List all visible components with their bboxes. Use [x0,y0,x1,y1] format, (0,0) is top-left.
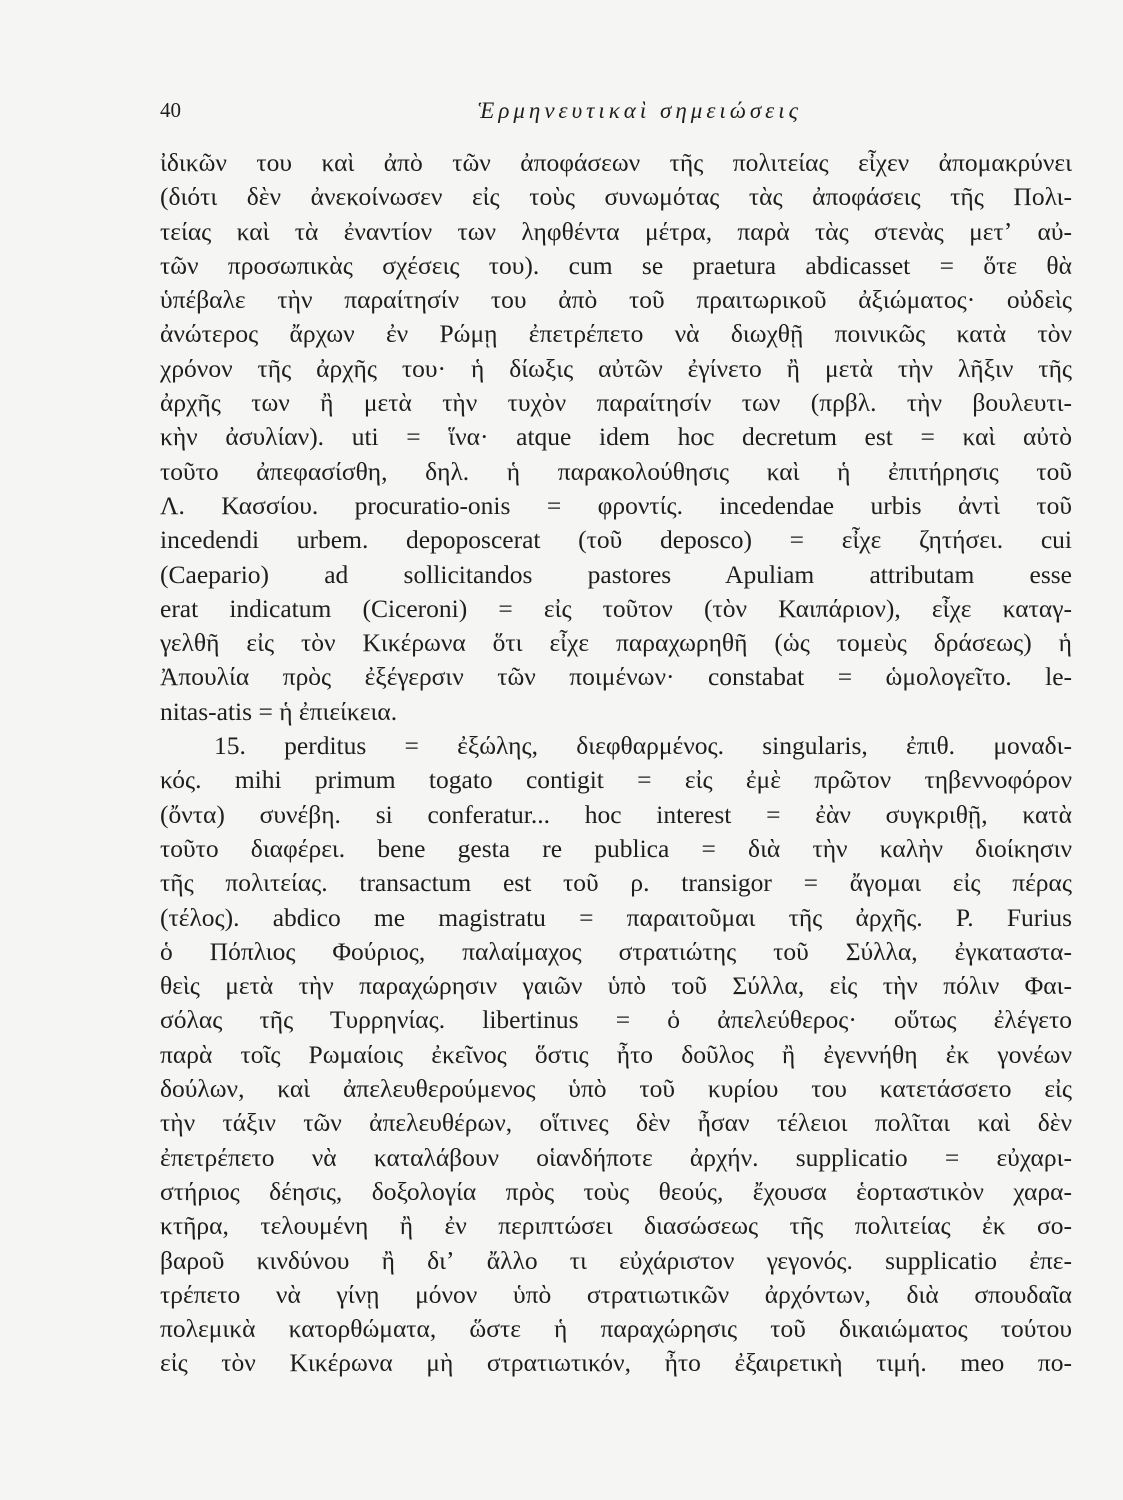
text-line: σόλας τῆς Τυρρηνίας. libertinus = ὁ ἀπελεύθερος· οὕτως ἐλέγετο [160,1005,1072,1035]
text-line: τὴν τάξιν τῶν ἀπελευθέρων, οἵτινες δὲν ἦσαν τέλειοι πολῖται καὶ δὲν [160,1108,1072,1138]
text-line: τοῦτο διαφέρει. bene gesta re publica = διὰ τὴν καλὴν διοίκησιν [160,833,1072,863]
text-line: (ὄντα) συνέβη. si conferatur... hoc interest = ἐὰν συγκριθῇ, κατὰ [160,799,1072,829]
text-line: Ἀπουλία πρὸς ἐξέγερσιν τῶν ποιμένων· constabat = ὡμολογεῖτο. le- [160,662,1072,692]
text-line: Λ. Κασσίου. procuratio-onis = φροντίς. incedendae urbis ἀντὶ τοῦ [160,490,1072,520]
text-line: χρόνον τῆς ἀρχῆς του· ἡ δίωξις αὐτῶν ἐγίνετο ἢ μετὰ τὴν λῆξιν τῆς [160,353,1072,383]
text-line: κτῆρα, τελουμένη ἢ ἐν περιπτώσει διασώσεως τῆς πολιτείας ἐκ σο- [160,1211,1072,1241]
text-line: ἐπετρέπετο νὰ καταλάβουν οἱανδήποτε ἀρχήν. supplicatio = εὐχαρι- [160,1142,1072,1172]
text-line: κός. mihi primum togato contigit = εἰς ἐμὲ πρῶτον τηβεννοφόρον [160,765,1072,795]
text-line: πολεμικὰ κατορθώματα, ὥστε ἡ παραχώρησις τοῦ δικαιώματος τούτου [160,1314,1072,1344]
text-line: τοῦτο ἀπεφασίσθη, δηλ. ἡ παρακολούθησις καὶ ἡ ἐπιτήρησις τοῦ [160,456,1072,486]
text-line: nitas-atis = ἡ ἐπιείκεια. [160,696,398,726]
text-line: βαροῦ κινδύνου ἢ διʼ ἄλλο τι εὐχάριστον γεγονός. supplicatio ἐπε- [160,1245,1072,1275]
text-line: κὴν ἀσυλίαν). uti = ἵνα· atque idem hoc decretum est = καὶ αὐτὸ [160,422,1072,452]
text-line: (τέλος). abdico me magistratu = παραιτοῦμαι τῆς ἀρχῆς. P. Furius [160,902,1072,932]
body-text [160,146,1072,1381]
text-line: ὑπέβαλε τὴν παραίτησίν του ἀπὸ τοῦ πραιτωρικοῦ ἀξιώματος· οὐδεὶς [160,285,1072,315]
text-line: θεὶς μετὰ τὴν παραχώρησιν γαιῶν ὑπὸ τοῦ Σύλλα, εἰς τὴν πόλιν Φαι- [160,971,1072,1001]
text-line: τρέπετο νὰ γίνῃ μόνον ὑπὸ στρατιωτικῶν ἀρχόντων, διὰ σπουδαῖα [160,1279,1072,1309]
text-line: incedendi urbem. depoposcerat (τοῦ deposco) = εἶχε ζητήσει. cui [160,525,1072,555]
page-number: 40 [160,98,181,122]
text-line: δούλων, καὶ ἀπελευθερούμενος ὑπὸ τοῦ κυρίου του κατετάσσετο εἰς [160,1074,1072,1104]
text-line: στήριος δέησις, δοξολογία πρὸς τοὺς θεούς, ἔχουσα ἑορταστικὸν χαρα- [160,1176,1072,1206]
text-line: (διότι δὲν ἀνεκοίνωσεν εἰς τοὺς συνωμότας τὰς ἀποφάσεις τῆς Πολι- [160,182,1072,212]
text-line: (Caepario) ad sollicitandos pastores Apuliam attributam esse [160,559,1072,589]
text-line: ἀνώτερος ἄρχων ἐν Ρώμῃ ἐπετρέπετο νὰ διωχθῇ ποινικῶς κατὰ τὸν [160,319,1072,349]
text-line: erat indicatum (Ciceroni) = εἰς τοῦτον (τὸν Καιπάριον), εἶχε καταγ- [160,593,1072,623]
text-line: τείας καὶ τὰ ἐναντίον των ληφθέντα μέτρα, παρὰ τὰς στενὰς μετʼ αὐ- [160,216,1072,246]
text-line: τῆς πολιτείας. transactum est τοῦ ρ. transigor = ἄγομαι εἰς πέρας [160,868,1072,898]
text-line: τῶν προσωπικὰς σχέσεις του). cum se praetura abdicasset = ὅτε θὰ [160,250,1072,280]
text-line: γελθῆ εἰς τὸν Κικέρωνα ὅτι εἶχε παραχωρηθῆ (ὡς τομεὺς δράσεως) ἡ [160,628,1072,658]
running-title: Ἑρμηνευτικαὶ σημειώσεις [478,98,802,123]
text-line: ἰδικῶν του καὶ ἀπὸ τῶν ἀποφάσεων τῆς πολιτείας εἶχεν ἀπομακρύνει [160,148,1072,177]
text-line: παρὰ τοῖς Ρωμαίοις ἐκεῖνος ὅστις ἦτο δοῦλος ἢ ἐγεννήθη ἐκ γονέων [160,1039,1072,1069]
text-line: ἀρχῆς των ἢ μετὰ τὴν τυχὸν παραίτησίν των (πρβλ. τὴν βουλευτι- [160,388,1072,418]
text-line: ὁ Πόπλιος Φούριος, παλαίμαχος στρατιώτης τοῦ Σύλλα, ἐγκαταστα- [160,936,1072,966]
paragraph-start-line: 15. perditus = ἐξώλης, διεφθαρμένος. singularis, ἐπιθ. μοναδι- [214,731,1072,761]
text-line: εἰς τὸν Κικέρωνα μὴ στρατιωτικόν, ἦτο ἐξαιρετικὴ τιμή. meo πο- [160,1348,1072,1378]
running-head [160,98,1072,128]
